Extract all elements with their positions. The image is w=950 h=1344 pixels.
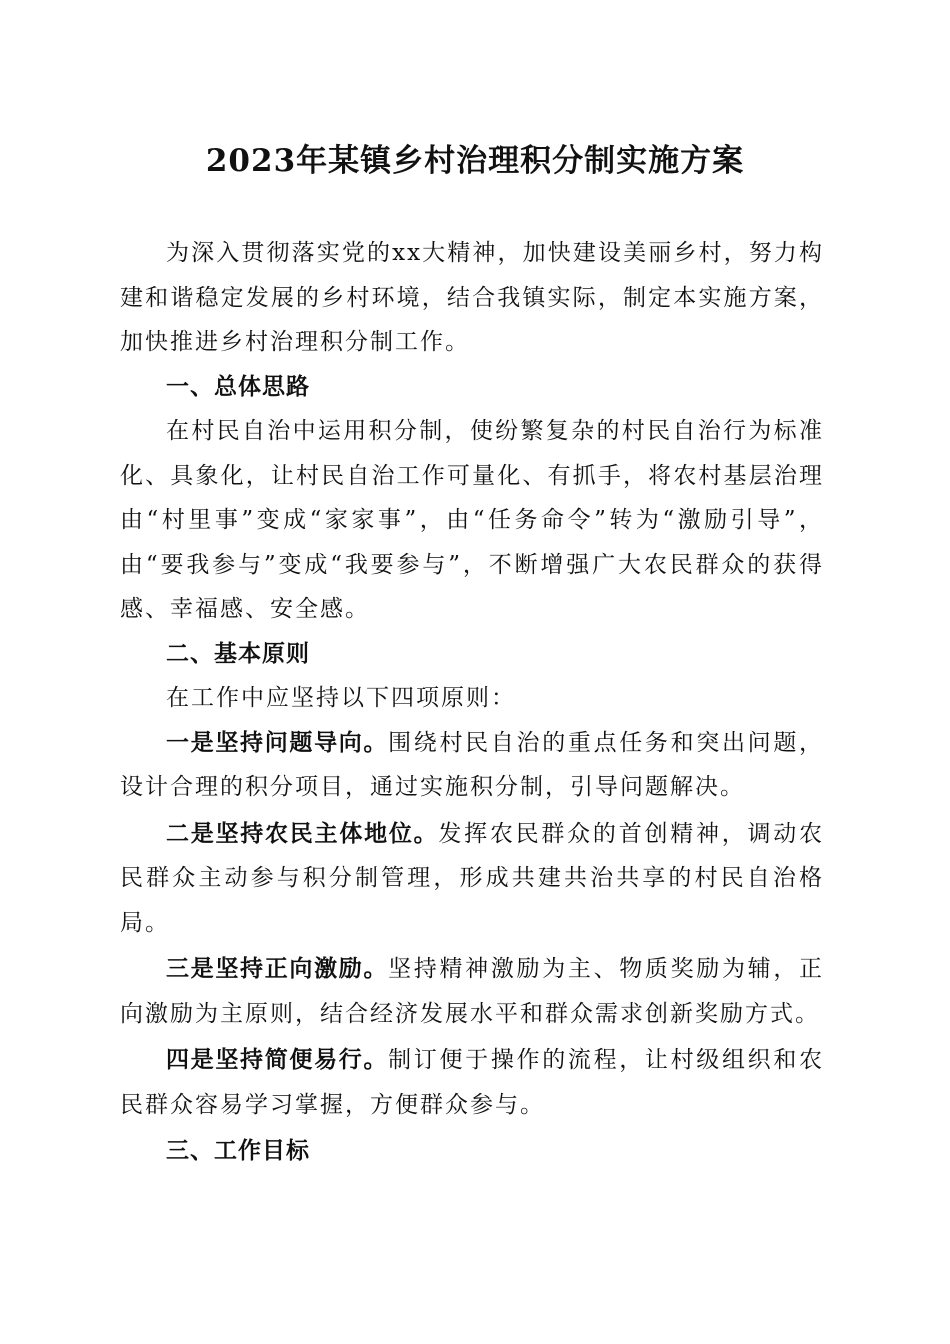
principle-lead: 四是坚持简便易行。 bbox=[166, 1047, 389, 1073]
document-body bbox=[120, 231, 824, 1174]
principle-paragraph bbox=[120, 1038, 824, 1127]
principle-lead: 三是坚持正向激励。 bbox=[166, 956, 389, 982]
principle-text: 制订便于操作的流程，让村级组织和农民群众容易学习掌握，方便群众参与。 bbox=[120, 1047, 825, 1118]
principle-lead: 一是坚持问题导向。 bbox=[166, 729, 389, 756]
section-heading-work-goals: 三、工作目标 bbox=[166, 1138, 310, 1164]
document-title: 2023年某镇乡村治理积分制实施方案 bbox=[205, 143, 745, 179]
principle-text: 发挥农民群众的首创精神，调动农民群众主动参与积分制管理，形成共建共治共享的村民自治格局。 bbox=[120, 820, 825, 936]
principle-paragraph bbox=[120, 947, 824, 1036]
intro-paragraph: 为深入贯彻落实党的xx大精神，加快建设美丽乡村，努力构建和谐稳定发展的乡村环境，结合我镇实际，制定本实施方案，加快推进乡村治理积分制工作。 bbox=[120, 240, 824, 355]
section-heading-overall-approach: 一、总体思路 bbox=[166, 373, 310, 400]
principles-intro-paragraph: 在工作中应坚持以下四项原则： bbox=[166, 685, 516, 711]
section-heading-basic-principles: 二、基本原则 bbox=[166, 640, 310, 667]
overall-approach-paragraph: 在村民自治中运用积分制，使纷繁复杂的村民自治行为标准化、具象化，让村民自治工作可量化、有抓手，将农村基层治理由“村里事”变成“家家事”，由“任务命令”转为“激励引导”，由“要我参与”变成“我要参与”，不断增强广大农民群众的获得感、幸福感、安全感。 bbox=[120, 418, 824, 622]
principle-text: 坚持精神激励为主、物质奖励为辅，正向激励为主原则，结合经济发展水平和群众需求创新奖励方式。 bbox=[120, 956, 825, 1027]
principle-paragraph bbox=[120, 721, 824, 810]
principle-paragraph bbox=[120, 812, 824, 946]
principle-lead: 二是坚持农民主体地位。 bbox=[166, 820, 439, 847]
principle-text: 围绕村民自治的重点任务和突出问题，设计合理的积分项目，通过实施积分制，引导问题解决。 bbox=[120, 729, 825, 800]
